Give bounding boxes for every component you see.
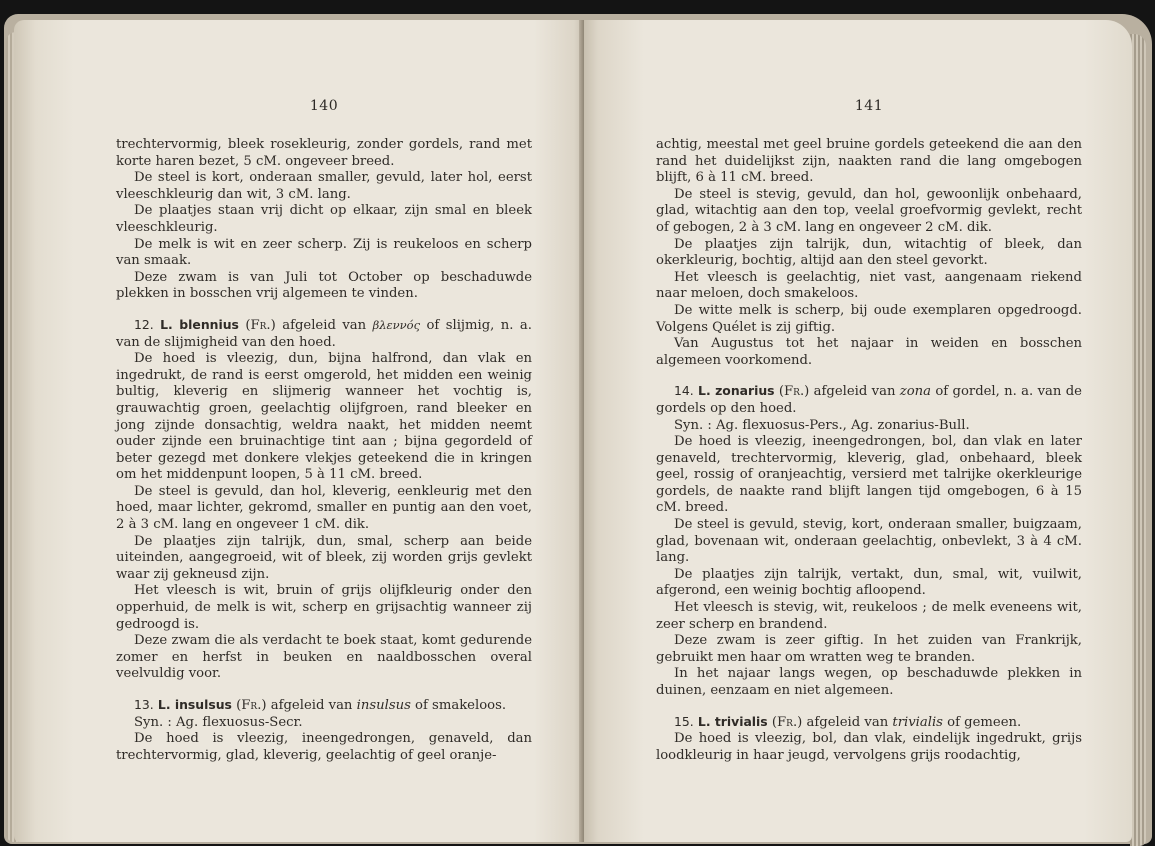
etymology-meaning: of slijmig, n. a. van de slijmigheid van den hoed. bbox=[116, 317, 532, 350]
paragraph: De plaatjes zijn talrijk, vertakt, dun, smal, wit, vuilwit, afgerond, een weinig bochtig afloopend. bbox=[656, 566, 1082, 599]
author-abbrev: (Fr.) bbox=[771, 714, 803, 730]
etymology-intro: afgeleid van bbox=[270, 698, 353, 713]
paragraph: De hoed is vleezig, ineengedrongen, genaveld, dan trechtervormig, glad, kleverig, geelachtig of geel oranje- bbox=[116, 731, 532, 763]
paragraph: Het vleesch is stevig, wit, reukeloos ; de melk eveneens wit, zeer scherp en brandend. bbox=[656, 600, 1082, 632]
etymology-intro: afgeleid van bbox=[806, 714, 889, 730]
paragraph: De hoed is vleezig, dun, bijna halfrond, dan vlak en ingedrukt, de rand is eerst omgerold, het midden een weinig bultig, kleverig en slijmerig wanneer het vochtig is, grauwachtig groen, geelachtig olijfgroen, rand bleeker en jong zijnde donsachtig, weldra naakt, het midden neemt ouder zijnde een bruinachtige tint aan ; bijna gegordeld of beter gezegd met donkere vlekjes geteekend die in kringen om het middenpunt loopen, 5 à 11 cM. breed. bbox=[116, 351, 532, 483]
page-number: 141 bbox=[854, 98, 884, 114]
species-name: L. trivialis bbox=[697, 713, 768, 729]
paragraph: De plaatjes zijn talrijk, dun, witachtig of bleek, dan okerkleurig, bochtig, altijd aan den steel gevorkt. bbox=[656, 236, 1082, 269]
paragraph: achtig, meestal met geel bruine gordels geteekend die aan den rand het duidelijkst zijn, naakten rand die lang omgebogen blijft, 6 à 11 cM. breed. bbox=[656, 137, 1082, 186]
page-number: 140 bbox=[309, 98, 339, 114]
paragraph: trechtervormig, bleek rosekleurig, zonder gordels, rand met korte haren bezet, 5 cM. ongeveer breed. bbox=[116, 137, 532, 169]
paragraph: De steel is kort, onderaan smaller, gevuld, later hol, eerst vleeschkleurig dan wit, 3 cM. lang. bbox=[116, 170, 532, 202]
species-entry-heading bbox=[116, 317, 532, 351]
species-entry-heading bbox=[116, 697, 532, 715]
paragraph: De plaatjes staan vrij dicht op elkaar, zijn smal en bleek vleeschkleurig. bbox=[116, 203, 532, 235]
etymology-word: trivialis bbox=[892, 714, 943, 730]
paragraph: Van Augustus tot het najaar in weiden en bosschen algemeen voorkomend. bbox=[656, 336, 1082, 368]
paragraph: Deze zwam is zeer giftig. In het zuiden van Frankrijk, gebruikt men haar om wratten weg te branden. bbox=[656, 633, 1082, 665]
paragraph: De witte melk is scherp, bij oude exemplaren opgedroogd. Volgens Quélet is zij giftig. bbox=[656, 302, 1082, 335]
paragraph: De plaatjes zijn talrijk, dun, smal, scherp aan beide uiteinden, aangegroeid, wit of bleek, zij worden grijs gevlekt waar zij gekneusd zijn. bbox=[116, 533, 532, 582]
paragraph: De steel is gevuld, dan hol, kleverig, eenkleurig met den hoed, maar lichter, gekromd, smaller en puntig aan den voet, 2 à 3 cM. lang en ongeveer 1 cM. dik. bbox=[116, 483, 532, 533]
author-abbrev: (Fr.) bbox=[778, 384, 810, 400]
paragraph: De steel is stevig, gevuld, dan hol, gewoonlijk onbehaard, glad, witachtig aan den top, veelal groefvormig gevlekt, recht of gebogen, 2 à 3 cM. lang en ongeveer 2 cM. dik. bbox=[656, 186, 1082, 235]
species-entry-heading bbox=[656, 383, 1082, 417]
paragraph: De hoed is vleezig, bol, dan vlak, eindelijk ingedrukt, grijs loodkleurig in haar jeugd, vervolgens grijs roodachtig, bbox=[656, 731, 1082, 763]
left-page bbox=[14, 20, 584, 842]
paragraph: In het najaar langs wegen, op beschaduwde plekken in duinen, eenzaam en niet algemeen. bbox=[656, 666, 1082, 698]
paragraph: Deze zwam die als verdacht te boek staat, komt gedurende zomer en herfst in beuken en naaldbosschen overal veelvuldig voor. bbox=[116, 633, 532, 682]
author-abbrev: (Fr.) bbox=[245, 317, 276, 333]
species-name: L. blennius bbox=[160, 316, 239, 332]
paragraph: De hoed is vleezig, ineengedrongen, bol, dan vlak en later genaveld, trechtervormig, kleverig, glad, onbehaard, bleek geel, rossig of oranjeachtig, versierd met talrijke okerkleurige gordels, de naakte rand blijft langen tijd omgebogen, 6 à 15 cM. breed. bbox=[656, 434, 1082, 516]
etymology-meaning: of smakeloos. bbox=[415, 698, 507, 713]
synonym-line: Syn. : Ag. flexuosus-Pers., Ag. zonarius-Bull. bbox=[674, 417, 970, 433]
etymology-word: insulsus bbox=[356, 698, 411, 713]
right-page bbox=[584, 20, 1132, 842]
author-abbrev: (Fr.) bbox=[236, 698, 267, 713]
etymology-meaning: of gemeen. bbox=[947, 714, 1022, 730]
paragraph: Deze zwam is van Juli tot October op beschaduwde plekken in bosschen vrij algemeen te vinden. bbox=[116, 269, 532, 302]
synonym-line: Syn. : Ag. flexuosus-Secr. bbox=[134, 714, 303, 730]
paragraph: De steel is gevuld, stevig, kort, onderaan smaller, buigzaam, glad, bovenaan wit, onderaan geelachtig, onbevlekt, 3 à 4 cM. lang. bbox=[656, 517, 1082, 566]
paragraph: Het vleesch is geelachtig, niet vast, aangenaam riekend naar meloen, doch smakeloos. bbox=[656, 269, 1082, 302]
entry-number: 12. bbox=[134, 316, 154, 332]
entry-number: 14. bbox=[674, 383, 694, 399]
etymology-intro: afgeleid van bbox=[813, 384, 896, 400]
etymology-intro: afgeleid van bbox=[282, 317, 367, 333]
species-entry-heading bbox=[656, 714, 1082, 732]
species-name: L. zonarius bbox=[698, 383, 775, 399]
etymology-meaning: of gordel, n. a. van de gordels op den hoed. bbox=[656, 384, 1082, 416]
entry-number: 13. bbox=[134, 697, 154, 712]
etymology-word: βλεννός bbox=[372, 317, 421, 332]
paragraph: Het vleesch is wit, bruin of grijs olijfkleurig onder den opperhuid, de melk is wit, scherp en grijsachtig wanneer zij gedroogd is. bbox=[116, 583, 532, 632]
species-name: L. insulsus bbox=[157, 697, 232, 712]
right-page-edges bbox=[1130, 34, 1146, 846]
open-book bbox=[4, 14, 1152, 844]
entry-number: 15. bbox=[674, 713, 694, 729]
paragraph: De melk is wit en zeer scherp. Zij is reukeloos en scherp van smaak. bbox=[116, 236, 532, 269]
etymology-word: zona bbox=[899, 384, 932, 400]
